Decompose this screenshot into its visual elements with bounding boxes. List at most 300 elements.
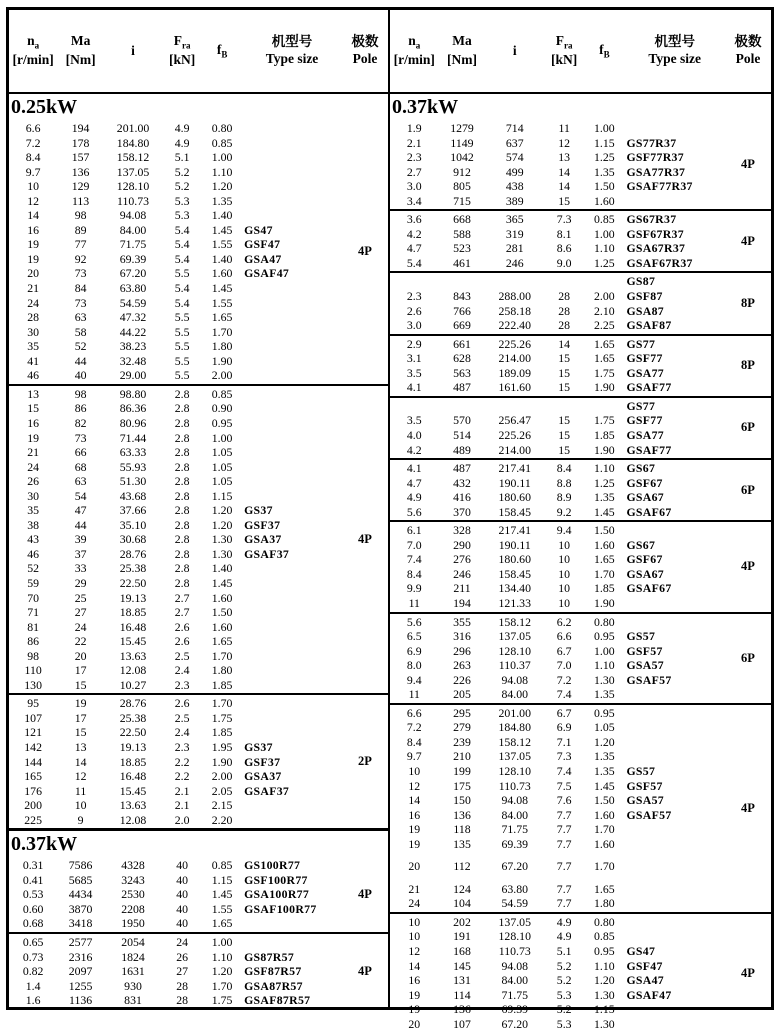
spec-block xyxy=(390,458,771,520)
cell-fb: 2.25 xyxy=(594,318,615,333)
cell-ma: 136 xyxy=(453,1002,471,1017)
cell-ma: 432 xyxy=(453,475,471,490)
cell-na: 35 xyxy=(27,339,40,354)
cell-na: 19 xyxy=(27,237,40,252)
cell-na: 121 xyxy=(24,725,42,740)
cell-fra: 5.3 xyxy=(174,193,190,208)
cell-ma: 20 xyxy=(74,648,87,663)
cell-na: 46 xyxy=(27,546,40,561)
cell-fra: 5.5 xyxy=(174,339,190,354)
cell-fb: 1.15 xyxy=(211,872,233,887)
cell-fb: 1.70 xyxy=(594,822,615,837)
type-size-label: GSAF67 xyxy=(626,581,672,596)
cell-fb: 1.85 xyxy=(594,581,615,596)
cell-i: 499 xyxy=(505,164,524,179)
table-row xyxy=(390,793,725,808)
type-size-label: GS47 xyxy=(626,944,656,958)
cell-ma: 77 xyxy=(74,237,87,252)
cell-fra: 12 xyxy=(558,135,571,150)
cell-fb: 0.85 xyxy=(211,386,233,401)
cell-ma: 487 xyxy=(453,461,471,476)
cell-fb: 0.80 xyxy=(594,914,615,929)
cell-fra: 28 xyxy=(558,303,571,318)
spec-block xyxy=(390,334,771,396)
cell-na: 86 xyxy=(27,634,40,649)
cell-na: 15 xyxy=(27,401,40,416)
cell-ma: 98 xyxy=(74,208,87,223)
table-row xyxy=(390,944,725,959)
spec-rows xyxy=(9,386,342,693)
cell-fra: 10 xyxy=(558,595,571,610)
table-row xyxy=(390,505,725,520)
pole-label: 4P xyxy=(358,532,372,547)
table-row xyxy=(9,993,342,1008)
table-row xyxy=(390,882,725,897)
cell-fra: 2.8 xyxy=(174,445,190,460)
cell-na: 24 xyxy=(27,295,40,310)
table-row xyxy=(390,227,725,242)
cell-i: 94.08 xyxy=(501,793,529,808)
table-row xyxy=(390,988,725,1003)
cell-fb: 1.35 xyxy=(594,749,615,764)
cell-ma: 205 xyxy=(453,687,471,702)
type-size-label: GSF67 xyxy=(626,552,663,567)
cell-i: 84.00 xyxy=(119,222,147,237)
cell-fra: 2.8 xyxy=(174,386,190,401)
type-size-label: GSF67R37 xyxy=(626,226,684,241)
cell-ma: 328 xyxy=(453,523,471,538)
cell-i: 438 xyxy=(505,179,524,194)
cell-fb: 1.90 xyxy=(211,754,233,769)
table-row xyxy=(9,194,342,209)
table-row xyxy=(9,121,342,136)
table-row xyxy=(9,935,342,950)
column-header-fra: $F_{ra}$ [kN] xyxy=(169,33,196,68)
table-row xyxy=(9,755,342,770)
table-row xyxy=(390,256,725,271)
cell-ma: 661 xyxy=(453,336,471,351)
cell-i: 67.20 xyxy=(501,1016,529,1031)
cell-fb: 1.80 xyxy=(211,663,233,678)
cell-ma: 5685 xyxy=(68,872,93,887)
cell-fb: 1.55 xyxy=(211,901,233,916)
cell-fb: 1.20 xyxy=(211,517,233,532)
cell-fra: 2.8 xyxy=(174,430,190,445)
table-row xyxy=(9,401,342,416)
table-row xyxy=(390,567,725,582)
cell-fra: 15 xyxy=(558,380,571,395)
cell-i: 71.75 xyxy=(501,987,529,1002)
cell-ma: 98 xyxy=(74,386,87,401)
cell-na: 6.6 xyxy=(406,705,422,720)
cell-ma: 10 xyxy=(74,798,87,813)
cell-na: 4.0 xyxy=(406,427,422,442)
cell-fb: 1.50 xyxy=(211,605,233,620)
cell-i: 214.00 xyxy=(498,351,531,366)
cell-na: 8.4 xyxy=(406,734,422,749)
cell-na: 9.4 xyxy=(406,672,422,687)
type-size-label: GS37 xyxy=(244,739,273,754)
cell-fra: 5.5 xyxy=(174,266,190,281)
left-column-body xyxy=(9,94,388,1009)
cell-na: 19 xyxy=(408,987,421,1002)
table-row xyxy=(9,354,342,369)
cell-i: 94.08 xyxy=(501,958,529,973)
cell-na: 4.2 xyxy=(406,442,422,457)
cell-ma: 178 xyxy=(71,135,90,150)
cell-i: 137.05 xyxy=(498,914,531,929)
cell-i: 98.80 xyxy=(119,386,147,401)
cell-i: 84.00 xyxy=(501,973,529,988)
cell-ma: 19 xyxy=(74,696,87,711)
cell-fra: 5.5 xyxy=(174,324,190,339)
cell-fra: 9.4 xyxy=(556,523,572,538)
cell-i: 13.63 xyxy=(119,798,147,813)
table-row xyxy=(390,442,725,457)
cell-fra: 2.6 xyxy=(174,696,190,711)
table-row xyxy=(9,281,342,296)
cell-na: 2.3 xyxy=(406,289,422,304)
type-size-label: GS100R77 xyxy=(244,858,301,873)
cell-fb: 1.00 xyxy=(211,150,233,165)
cell-fb: 1.40 xyxy=(211,251,233,266)
cell-fb: 1.00 xyxy=(211,935,233,949)
cell-na: 28 xyxy=(27,310,40,325)
cell-fra: 15 xyxy=(558,442,571,457)
table-row xyxy=(390,476,725,491)
cell-fb: 0.90 xyxy=(211,401,233,416)
type-size-label: GSA67 xyxy=(626,566,665,581)
cell-fra: 6.7 xyxy=(556,705,572,720)
column-header-ma: Ma [Nm] xyxy=(65,33,96,68)
cell-fra: 9.2 xyxy=(556,504,572,519)
cell-i: 214.00 xyxy=(498,442,531,457)
table-row xyxy=(9,964,342,979)
cell-fra: 2.2 xyxy=(174,769,190,784)
cell-fra: 5.4 xyxy=(174,281,190,296)
cell-fb: 1.15 xyxy=(211,488,233,503)
cell-fb: 1.80 xyxy=(594,896,615,911)
cell-na: 20 xyxy=(27,266,40,281)
cell-ma: 14 xyxy=(74,754,87,769)
cell-i: 134.40 xyxy=(498,581,531,596)
table-row xyxy=(390,212,725,227)
pole-label: 8P xyxy=(741,358,755,373)
column-header-fb: $f_B$ xyxy=(216,41,228,60)
cell-na: 3.5 xyxy=(406,413,422,428)
cell-ma: 11 xyxy=(74,783,87,798)
cell-i: 1824 xyxy=(121,949,145,964)
type-size-label: GSA37 xyxy=(244,532,282,547)
table-row xyxy=(9,474,342,489)
cell-fra: 40 xyxy=(176,916,189,931)
cell-i: 161.60 xyxy=(498,380,531,395)
type-size-label: GS87R57 xyxy=(244,949,295,964)
cell-i: 190.11 xyxy=(498,537,531,552)
cell-fra: 5.2 xyxy=(556,973,572,988)
cell-fb: 1.75 xyxy=(594,413,615,428)
cell-fra: 7.7 xyxy=(556,822,572,837)
cell-na: 16 xyxy=(408,807,421,822)
cell-na: 3.0 xyxy=(406,318,422,333)
spec-block xyxy=(390,120,771,209)
cell-ma: 669 xyxy=(453,318,471,333)
cell-fb: 1.90 xyxy=(211,353,233,368)
column-header-pole: 极数 Pole xyxy=(734,34,762,66)
cell-fra: 40 xyxy=(176,901,189,916)
cell-na: 200 xyxy=(24,798,42,813)
cell-na: 2.9 xyxy=(406,336,422,351)
cell-na: 13 xyxy=(27,386,40,401)
cell-i: 180.60 xyxy=(498,552,531,567)
cell-i: 2208 xyxy=(121,901,145,916)
cell-fra: 11 xyxy=(558,121,570,136)
cell-i: 128.10 xyxy=(498,929,531,944)
type-size-label: GSA47 xyxy=(244,251,282,266)
cell-na: 52 xyxy=(27,561,40,576)
type-size-label: GS77 xyxy=(626,398,656,413)
cell-fb: 1.70 xyxy=(594,859,615,874)
cell-fb: 1.65 xyxy=(594,881,615,896)
type-size-label: GS47 xyxy=(244,222,273,237)
table-row xyxy=(390,596,725,611)
pole-label: 4P xyxy=(358,887,372,902)
type-size-label: GS67 xyxy=(626,537,656,552)
cell-i: 30.68 xyxy=(119,532,147,547)
cell-na: 1.4 xyxy=(25,978,41,993)
cell-fra: 2.8 xyxy=(174,474,190,489)
cell-i: 12.08 xyxy=(119,812,147,827)
spec-block xyxy=(390,396,771,458)
cell-na: 46 xyxy=(27,368,40,383)
cell-fb: 1.70 xyxy=(211,324,233,339)
column-header-type-size: 机型号 Type size xyxy=(648,34,702,66)
cell-fb: 2.05 xyxy=(211,783,233,798)
type-size-label: GSA67 xyxy=(626,490,665,505)
spec-rows xyxy=(390,336,725,396)
cell-ma: 175 xyxy=(453,778,471,793)
column-header-ma: Ma [Nm] xyxy=(447,33,477,68)
cell-fra: 15 xyxy=(558,413,571,428)
cell-fra: 2.5 xyxy=(174,648,190,663)
cell-i: 110.73 xyxy=(117,193,150,208)
cell-i: 201.00 xyxy=(498,705,531,720)
cell-ma: 63 xyxy=(74,310,87,325)
table-row xyxy=(390,380,725,395)
table-row xyxy=(390,538,725,553)
cell-ma: 112 xyxy=(453,859,471,874)
cell-i: 256.47 xyxy=(498,413,531,428)
cell-fra: 4.9 xyxy=(174,135,190,150)
cell-fb: 1.35 xyxy=(594,164,615,179)
cell-fb: 1.65 xyxy=(211,634,233,649)
cell-ma: 912 xyxy=(453,164,471,179)
cell-i: 12.08 xyxy=(119,663,147,678)
cell-fra: 5.4 xyxy=(174,251,190,266)
cell-i: 137.05 xyxy=(498,629,531,644)
cell-ma: 22 xyxy=(74,634,87,649)
table-row xyxy=(9,725,342,740)
cell-fb: 0.95 xyxy=(211,415,233,430)
cell-ma: 1255 xyxy=(68,978,93,993)
cell-fb: 1.60 xyxy=(211,619,233,634)
cell-i: 10.27 xyxy=(119,677,147,692)
cell-fb: 1.05 xyxy=(211,459,233,474)
cell-na: 95 xyxy=(27,696,40,711)
cell-fra: 7.0 xyxy=(556,658,572,673)
cell-ma: 92 xyxy=(74,251,87,266)
table-row xyxy=(9,634,342,649)
type-size-label: GSAF37 xyxy=(244,546,290,561)
table-row xyxy=(9,325,342,340)
cell-fra: 2.8 xyxy=(174,532,190,547)
cell-ma: 766 xyxy=(453,303,471,318)
type-size-label: GS37 xyxy=(244,503,273,518)
cell-i: 184.80 xyxy=(116,135,150,150)
cell-na: 3.6 xyxy=(406,212,422,227)
cell-na: 81 xyxy=(27,619,40,634)
cell-na: 2.1 xyxy=(406,135,422,150)
table-row xyxy=(9,503,342,518)
cell-ma: 114 xyxy=(453,987,471,1002)
cell-na: 225 xyxy=(24,812,42,827)
table-row xyxy=(9,711,342,726)
type-size-label: GSA100R77 xyxy=(244,887,310,902)
cell-i: 18.85 xyxy=(119,754,147,769)
cell-fra: 2.1 xyxy=(174,783,190,798)
table-row xyxy=(390,165,725,180)
cell-fra: 5.4 xyxy=(174,222,190,237)
cell-na: 7.4 xyxy=(406,552,422,567)
cell-ma: 7586 xyxy=(68,858,93,873)
cell-i: 18.85 xyxy=(119,605,147,620)
cell-fra: 5.3 xyxy=(556,1016,572,1031)
cell-ma: 129 xyxy=(71,179,90,194)
cell-fb: 2.10 xyxy=(594,303,615,318)
cell-fra: 4.9 xyxy=(174,121,190,136)
cell-i: 19.13 xyxy=(119,590,147,605)
cell-ma: 210 xyxy=(453,749,471,764)
pole-label: 6P xyxy=(741,650,755,665)
cell-i: 71.75 xyxy=(501,822,529,837)
cell-i: 225.26 xyxy=(498,336,531,351)
cell-na: 142 xyxy=(24,739,42,754)
cell-fra: 10 xyxy=(558,552,571,567)
cell-fra: 28 xyxy=(176,993,189,1008)
cell-i: 714 xyxy=(505,121,524,136)
table-row xyxy=(390,179,725,194)
cell-i: 184.80 xyxy=(498,720,531,735)
cell-i: 69.39 xyxy=(119,251,147,266)
cell-fb: 1.10 xyxy=(594,241,615,256)
cell-na: 9.9 xyxy=(406,581,422,596)
table-row xyxy=(9,813,342,828)
table-row xyxy=(390,658,725,673)
cell-fb: 2.20 xyxy=(211,812,233,827)
table-row xyxy=(9,460,342,475)
cell-fra: 24 xyxy=(176,935,189,949)
pole-label: 4P xyxy=(741,157,755,172)
cell-fb: 0.85 xyxy=(211,858,233,873)
cell-fb: 1.10 xyxy=(594,461,615,476)
cell-na: 20 xyxy=(408,1016,421,1031)
spec-rows xyxy=(390,398,725,458)
cell-fb: 1.05 xyxy=(594,720,615,735)
cell-fra: 14 xyxy=(558,164,571,179)
cell-na: 30 xyxy=(27,324,40,339)
table-row xyxy=(9,445,342,460)
cell-fb: 1.20 xyxy=(211,964,233,979)
table-row xyxy=(9,887,342,902)
cell-fra: 5.2 xyxy=(174,164,190,179)
cell-fb: 0.95 xyxy=(594,629,615,644)
cell-i: 86.36 xyxy=(119,401,147,416)
type-size-label: GSF57 xyxy=(626,778,663,793)
table-row xyxy=(9,620,342,635)
cell-i: 94.08 xyxy=(119,208,147,223)
type-size-label: GSAF37 xyxy=(244,783,290,798)
table-row xyxy=(9,873,342,888)
cell-i: 84.00 xyxy=(501,807,529,822)
cell-i: 94.08 xyxy=(501,672,529,687)
cell-na: 98 xyxy=(27,648,40,663)
pole-label: 6P xyxy=(741,420,755,435)
cell-fra: 2.8 xyxy=(174,561,190,576)
cell-ma: 563 xyxy=(453,365,471,380)
cell-ma: 523 xyxy=(453,241,471,256)
cell-ma: 355 xyxy=(453,614,471,629)
table-row xyxy=(390,581,725,596)
cell-fb: 1.50 xyxy=(594,523,615,538)
cell-na: 0.68 xyxy=(22,916,44,931)
table-row xyxy=(390,706,725,721)
cell-ma: 131 xyxy=(453,973,471,988)
cell-na: 70 xyxy=(27,590,40,605)
cell-fra: 2.8 xyxy=(174,459,190,474)
cell-na: 4.7 xyxy=(406,475,422,490)
cell-i: 158.45 xyxy=(498,566,531,581)
type-size-label: GSF87R57 xyxy=(244,964,302,979)
table-row xyxy=(9,561,342,576)
table-row xyxy=(9,518,342,533)
cell-na: 41 xyxy=(27,353,40,368)
type-size-label: GSA47 xyxy=(626,973,665,988)
table-row xyxy=(9,179,342,194)
cell-ma: 461 xyxy=(453,255,471,270)
cell-na: 2.3 xyxy=(406,150,422,165)
cell-fra: 4.9 xyxy=(556,929,572,944)
type-size-label: GSAF77R37 xyxy=(626,179,693,194)
cell-na: 6.5 xyxy=(406,629,422,644)
cell-fb: 0.85 xyxy=(594,212,615,227)
cell-na: 12 xyxy=(408,778,421,793)
table-row xyxy=(390,644,725,659)
cell-na: 4.2 xyxy=(406,226,422,241)
cell-na: 3.1 xyxy=(406,351,422,366)
cell-fb: 1.35 xyxy=(594,490,615,505)
table-row xyxy=(9,663,342,678)
cell-fra: 8.6 xyxy=(556,241,572,256)
cell-na: 107 xyxy=(24,710,42,725)
cell-na: 2.7 xyxy=(406,164,422,179)
type-size-label: GS67 xyxy=(626,461,656,476)
cell-ma: 66 xyxy=(74,445,87,460)
table-row xyxy=(9,150,342,165)
type-size-label: GSAF77 xyxy=(626,442,672,457)
cell-fra: 2.8 xyxy=(174,488,190,503)
cell-fra: 5.4 xyxy=(174,295,190,310)
table-row xyxy=(9,547,342,562)
